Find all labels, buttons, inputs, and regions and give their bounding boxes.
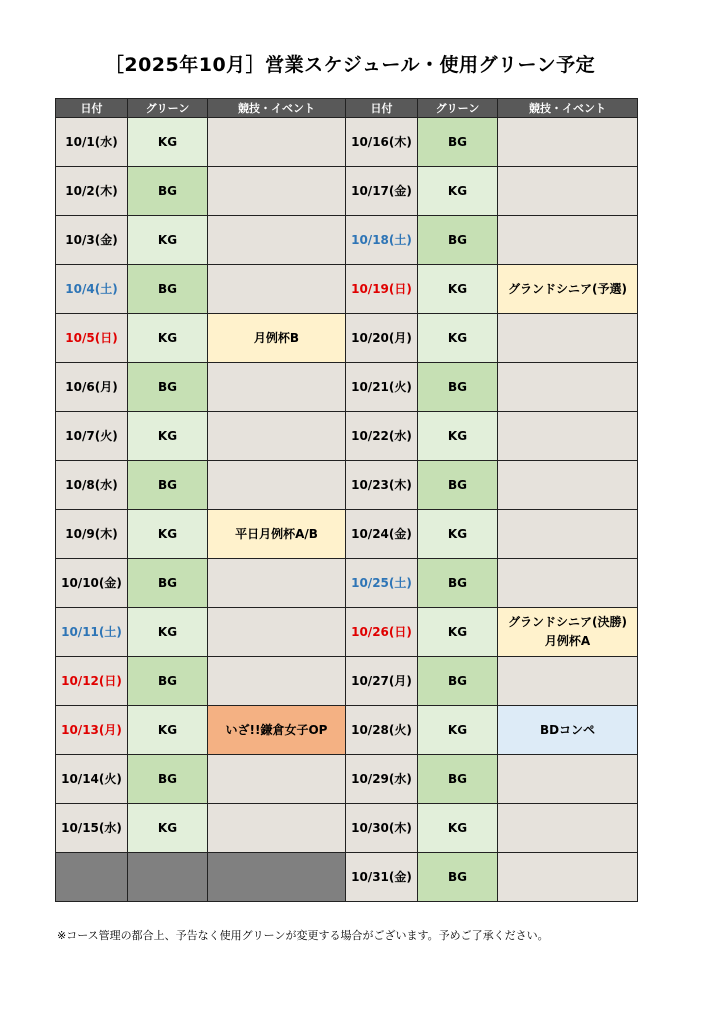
event-cell <box>208 755 346 804</box>
event-cell <box>208 706 346 755</box>
green-cell: KG <box>128 608 208 657</box>
header-event-right: 競技・イベント <box>498 99 638 118</box>
green-cell: BG <box>418 853 498 902</box>
event-cell <box>498 412 638 461</box>
event-cell <box>208 412 346 461</box>
event-cell <box>498 755 638 804</box>
date-cell: 10/15(水) <box>56 804 128 853</box>
event-name: 月例杯A <box>544 634 591 648</box>
page-title: ［2025年10月］営業スケジュール・使用グリーン予定 <box>104 54 596 76</box>
green-cell: BG <box>418 559 498 608</box>
event-cell <box>498 608 638 657</box>
green-cell: KG <box>128 118 208 167</box>
date-cell: 10/21(火) <box>346 363 418 412</box>
event-name: いざ!!鎌倉女子OP <box>225 722 328 737</box>
event-name: 月例杯B <box>253 330 300 345</box>
date-cell: 10/17(金) <box>346 167 418 216</box>
event-name: BDコンペ <box>539 722 596 737</box>
event-name: 平日月例杯A/B <box>235 526 318 541</box>
date-cell: 10/3(金) <box>56 216 128 265</box>
event-cell <box>208 510 346 559</box>
date-cell: 10/2(木) <box>56 167 128 216</box>
event-cell <box>498 314 638 363</box>
event-cell <box>208 657 346 706</box>
green-cell: KG <box>418 510 498 559</box>
green-cell: BG <box>418 363 498 412</box>
green-cell: BG <box>128 657 208 706</box>
green-cell: BG <box>128 167 208 216</box>
date-cell: 10/16(木) <box>346 118 418 167</box>
header-event-left: 競技・イベント <box>208 99 346 118</box>
table-row <box>56 412 638 461</box>
event-cell <box>208 804 346 853</box>
date-cell: 10/28(火) <box>346 706 418 755</box>
table-row <box>56 657 638 706</box>
green-cell: KG <box>418 314 498 363</box>
empty-cell <box>56 853 128 902</box>
green-cell: KG <box>418 265 498 314</box>
event-cell <box>498 118 638 167</box>
date-cell: 10/12(日) <box>56 657 128 706</box>
date-cell: 10/7(火) <box>56 412 128 461</box>
header-green-right: グリーン <box>418 99 498 118</box>
date-cell: 10/23(木) <box>346 461 418 510</box>
date-cell: 10/18(土) <box>346 216 418 265</box>
date-cell: 10/25(土) <box>346 559 418 608</box>
table-row <box>56 755 638 804</box>
green-cell: BG <box>418 657 498 706</box>
event-cell <box>208 461 346 510</box>
event-cell <box>208 118 346 167</box>
event-cell <box>498 706 638 755</box>
date-cell: 10/6(月) <box>56 363 128 412</box>
event-cell <box>208 216 346 265</box>
table-row <box>56 706 638 755</box>
date-cell: 10/20(月) <box>346 314 418 363</box>
table-row <box>56 216 638 265</box>
green-cell: BG <box>128 461 208 510</box>
date-cell: 10/4(土) <box>56 265 128 314</box>
header-green-left: グリーン <box>128 99 208 118</box>
event-cell <box>208 363 346 412</box>
header-date-right: 日付 <box>346 99 418 118</box>
event-cell <box>498 804 638 853</box>
date-cell: 10/19(日) <box>346 265 418 314</box>
table-row <box>56 510 638 559</box>
green-cell: BG <box>128 755 208 804</box>
event-cell <box>498 265 638 314</box>
event-cell <box>208 559 346 608</box>
event-name: グランドシニア(予選) <box>508 281 627 296</box>
table-row <box>56 314 638 363</box>
date-cell: 10/1(水) <box>56 118 128 167</box>
table-row <box>56 804 638 853</box>
table-row <box>56 461 638 510</box>
table-row <box>56 853 638 902</box>
green-cell: KG <box>418 167 498 216</box>
event-cell <box>498 510 638 559</box>
event-cell <box>498 559 638 608</box>
green-cell: KG <box>128 706 208 755</box>
green-cell: KG <box>128 804 208 853</box>
table-row <box>56 265 638 314</box>
date-cell: 10/26(日) <box>346 608 418 657</box>
event-cell <box>208 608 346 657</box>
event-cell <box>498 167 638 216</box>
event-cell <box>208 167 346 216</box>
empty-cell <box>128 853 208 902</box>
table-row <box>56 167 638 216</box>
green-cell: KG <box>418 412 498 461</box>
green-cell: BG <box>128 265 208 314</box>
event-cell <box>498 461 638 510</box>
event-cell <box>498 216 638 265</box>
table-header-row <box>56 99 638 118</box>
date-cell: 10/30(木) <box>346 804 418 853</box>
header-date-left: 日付 <box>56 99 128 118</box>
table-row <box>56 118 638 167</box>
date-cell: 10/10(金) <box>56 559 128 608</box>
date-cell: 10/22(水) <box>346 412 418 461</box>
table-row <box>56 363 638 412</box>
green-cell: KG <box>418 706 498 755</box>
date-cell: 10/5(日) <box>56 314 128 363</box>
date-cell: 10/11(土) <box>56 608 128 657</box>
green-cell: KG <box>128 314 208 363</box>
green-cell: BG <box>418 461 498 510</box>
event-cell <box>498 657 638 706</box>
event-cell <box>208 265 346 314</box>
date-cell: 10/9(木) <box>56 510 128 559</box>
date-cell: 10/13(月) <box>56 706 128 755</box>
date-cell: 10/24(金) <box>346 510 418 559</box>
table-row <box>56 608 638 657</box>
green-cell: BG <box>128 559 208 608</box>
footnote: ※コース管理の都合上、予告なく使用グリーンが変更する場合がございます。予めご了承ください。 <box>57 929 549 942</box>
green-cell: KG <box>128 216 208 265</box>
green-cell: KG <box>418 608 498 657</box>
green-cell: BG <box>418 118 498 167</box>
event-cell <box>498 853 638 902</box>
green-cell: BG <box>418 755 498 804</box>
date-cell: 10/8(水) <box>56 461 128 510</box>
event-cell <box>498 363 638 412</box>
date-cell: 10/14(火) <box>56 755 128 804</box>
schedule-table <box>55 98 638 902</box>
table-row <box>56 559 638 608</box>
green-cell: BG <box>418 216 498 265</box>
green-cell: KG <box>418 804 498 853</box>
empty-cell <box>208 853 346 902</box>
date-cell: 10/29(水) <box>346 755 418 804</box>
date-cell: 10/31(金) <box>346 853 418 902</box>
green-cell: KG <box>128 510 208 559</box>
green-cell: BG <box>128 363 208 412</box>
event-cell <box>208 314 346 363</box>
date-cell: 10/27(月) <box>346 657 418 706</box>
event-name: グランドシニア(決勝) <box>508 615 627 629</box>
green-cell: KG <box>128 412 208 461</box>
